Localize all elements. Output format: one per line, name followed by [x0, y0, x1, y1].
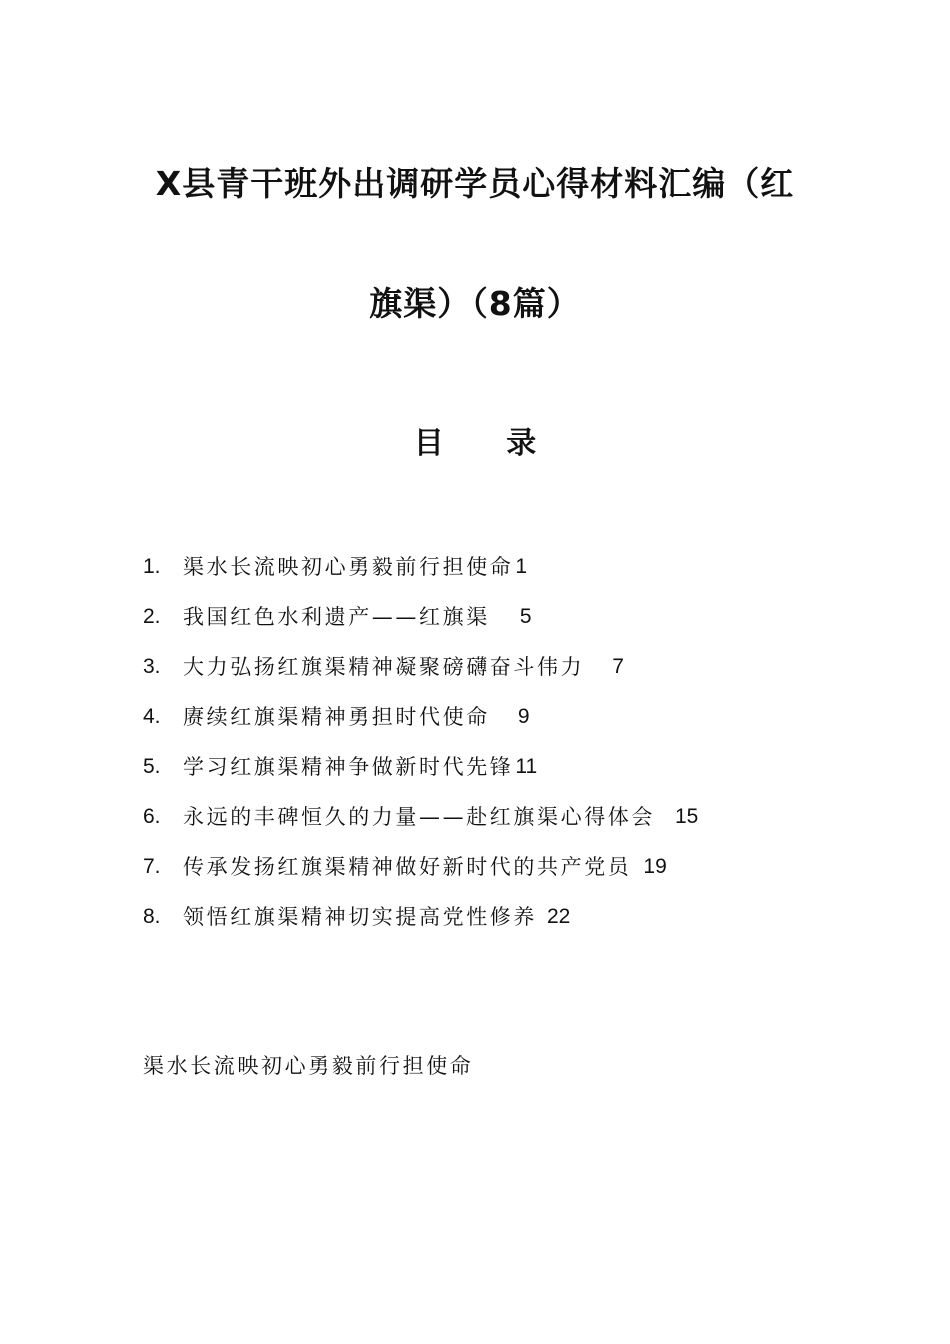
toc-item[interactable]: [143, 652, 843, 702]
toc-item-page: 15: [675, 805, 699, 828]
toc-item-page: 7: [612, 655, 624, 678]
toc-item[interactable]: [143, 802, 843, 852]
toc-item-number: 1.: [143, 555, 161, 578]
toc-item-page: 11: [515, 755, 538, 778]
document-title-line-1: X县青干班外出调研学员心得材料汇编（红: [155, 164, 795, 203]
toc-item-page: 5: [519, 605, 532, 628]
section-heading: 渠水长流映初心勇毅前行担使命: [143, 1054, 474, 1078]
table-of-contents: [143, 552, 843, 952]
toc-heading: 目 录: [413, 426, 563, 461]
toc-item-number: 4.: [143, 705, 161, 728]
toc-item-title: 赓续红旗渠精神勇担时代使命: [183, 705, 490, 729]
toc-item[interactable]: [143, 602, 843, 652]
toc-item[interactable]: [143, 752, 843, 802]
toc-item-title: 渠水长流映初心勇毅前行担使命: [183, 555, 514, 579]
toc-item-number: 3.: [143, 655, 161, 678]
document-title-line-2: 旗渠）（8篇）: [369, 284, 581, 323]
toc-item-title: 大力弘扬红旗渠精神凝聚磅礴奋斗伟力: [183, 655, 585, 679]
toc-item-title: 领悟红旗渠精神切实提高党性修养: [183, 905, 537, 929]
toc-item-number: 6.: [143, 805, 161, 828]
toc-item[interactable]: [143, 852, 843, 902]
toc-item-number: 8.: [143, 905, 161, 928]
toc-item[interactable]: [143, 902, 843, 952]
toc-item-page: 22: [547, 905, 571, 928]
toc-item-page: 19: [643, 855, 667, 878]
toc-item-title: 我国红色水利遗产——红旗渠: [183, 605, 490, 629]
toc-item[interactable]: [143, 702, 843, 752]
toc-item-number: 2.: [143, 605, 161, 628]
toc-item-number: 7.: [143, 855, 161, 878]
toc-item-number: 5.: [143, 755, 161, 778]
toc-item-page: 9: [517, 705, 530, 728]
toc-item-title: 永远的丰碑恒久的力量——赴红旗渠心得体会: [183, 805, 655, 829]
toc-item[interactable]: [143, 552, 843, 602]
toc-item-title: 学习红旗渠精神争做新时代先锋: [183, 755, 514, 779]
toc-item-title: 传承发扬红旗渠精神做好新时代的共产党员: [183, 855, 632, 879]
toc-item-page: 1: [515, 555, 528, 578]
